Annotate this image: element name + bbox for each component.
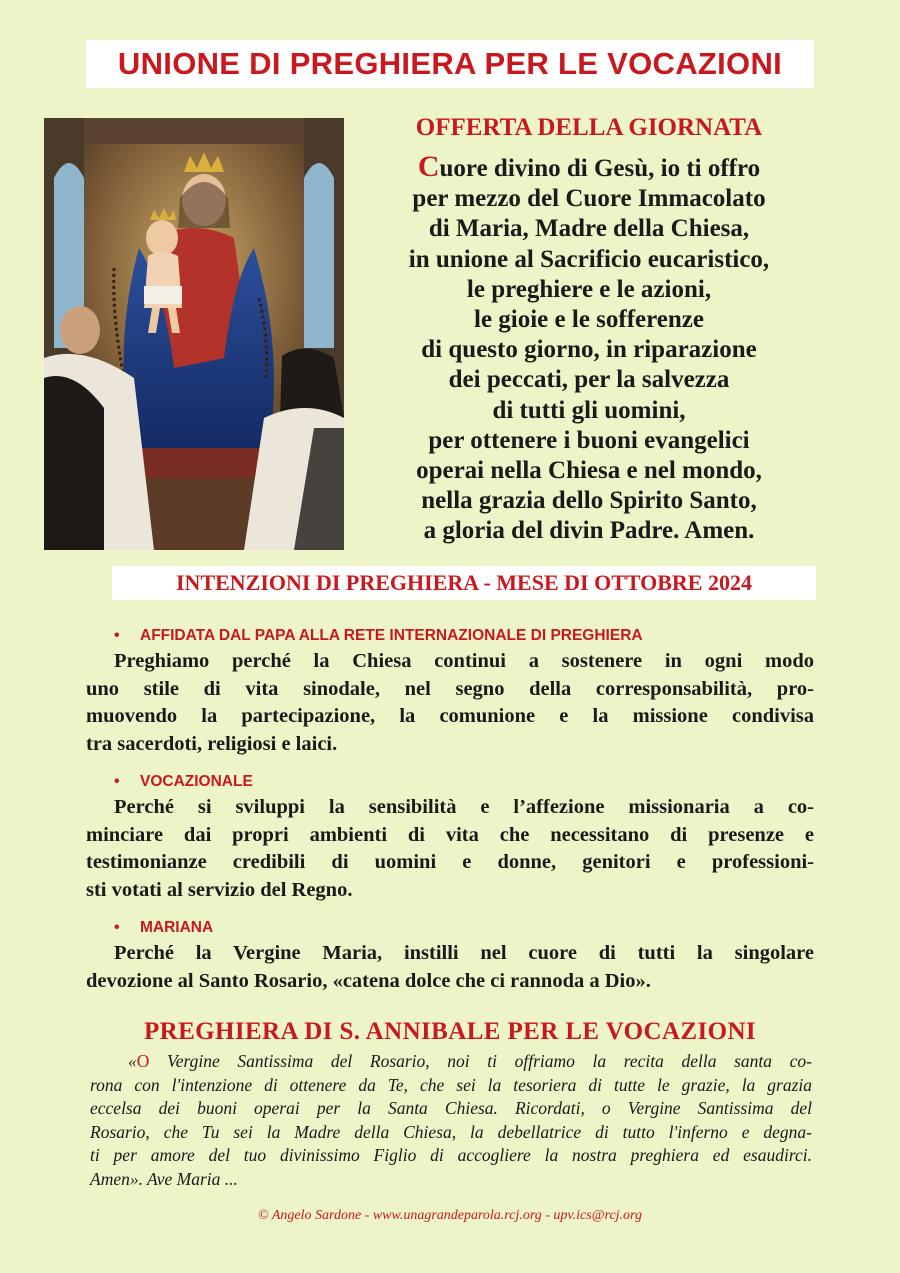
intention-text: Perché la Vergine Maria, instilli nel cuore di tutti la singolare devozione al Santo Rosario, «catena dolce che ci rannoda a Dio».: [86, 942, 814, 992]
offering-line: per ottenere i buoni evangelici: [428, 426, 750, 454]
offering-line: dei peccati, per la salvezza: [448, 366, 730, 394]
offering-line: nella grazia dello Spirito Santo,: [421, 487, 757, 515]
footer-credits: © Angelo Sardone - www.unagrandeparola.rcj.org - upv.ics@rcj.org: [258, 1208, 642, 1223]
annibale-line: «O Vergine Santissima del Rosario, noi ti offriamo la recita della santa co-: [128, 1051, 812, 1071]
intention-vocational: [86, 770, 814, 904]
offering-line: per mezzo del Cuore Immacolato: [412, 185, 766, 213]
offering-prayer: [360, 152, 818, 547]
offering-line: le preghiere e le azioni,: [466, 275, 712, 303]
offering-line: di tutti gli uomini,: [492, 396, 686, 424]
offering-title: OFFERTA DELLA GIORNATA: [415, 114, 763, 141]
offering-dropcap: C: [417, 150, 440, 183]
annibale-dropcap: O: [136, 1051, 150, 1071]
bullet-icon: •: [114, 773, 120, 790]
intention-marian: [86, 916, 814, 995]
intention-heading: • AFFIDATA DAL PAPA ALLA RETE INTERNAZIONALE DI PREGHIERA: [114, 627, 643, 644]
intentions-title-banner: [112, 566, 816, 600]
offering-line: Cuore divino di Gesù, io ti offro: [417, 150, 761, 183]
intention-heading: • MARIANA: [114, 919, 214, 936]
offering-line: operai nella Chiesa e nel mondo,: [416, 457, 762, 485]
annibale-line: Rosario, che Tu sei la Madre della Chiesa, la debellatrice di tutto l'inferno e degna-: [90, 1121, 812, 1142]
offering-line: in unione al Sacrificio eucaristico,: [408, 245, 770, 273]
annibale-line: eccelsa dei buoni operai per la Santa Chiesa. Ricordati, o Vergine Santissima del: [90, 1098, 812, 1118]
offering-line: di Maria, Madre della Chiesa,: [428, 215, 750, 243]
intention-heading: • VOCAZIONALE: [114, 773, 253, 790]
annibale-line: Amen». Ave Maria ...: [90, 1168, 238, 1189]
intentions-title: INTENZIONI DI PREGHIERA - MESE DI OTTOBRE 2024: [176, 570, 752, 595]
offering-line: le gioie e le sofferenze: [474, 306, 704, 334]
bullet-icon: •: [114, 919, 120, 936]
page-title: UNIONE DI PREGHIERA PER LE VOCAZIONI: [117, 46, 783, 81]
offering-line: a gloria del divin Padre. Amen.: [423, 517, 755, 545]
page-title-banner: [86, 40, 814, 88]
annibale-line: rona con l'intenzione di ottenere da Te, che sei la tesoriera di tutte le grazie, la grazia: [90, 1074, 812, 1095]
bullet-icon: •: [114, 627, 120, 644]
intention-pope: [86, 624, 814, 758]
annibale-line: ti per amore del tuo divinissimo Figlio di accogliere la nostra preghiera ed esaudirci.: [90, 1145, 812, 1165]
annibale-prayer-title: PREGHIERA DI S. ANNIBALE PER LE VOCAZIONI: [143, 1018, 757, 1045]
intention-text: Preghiamo perché la Chiesa continui a sostenere in ogni modo uno stile di vita sinodale, nel segno della corresponsabilità, pro- muovendo la partecipazione, la comunione e la missione condivisa tra sacerdoti, religiosi e laici.: [86, 650, 814, 755]
offering-line: di questo giorno, in riparazione: [421, 336, 757, 364]
annibale-prayer-text: [90, 1050, 812, 1191]
intention-text: Perché si sviluppi la sensibilità e l’affezione missionaria a co- minciare dai propri ambienti di vita che necessitano di presenze e testimonianze credibili di uomini e donne, genitori e professioni- sti votati al servizio del Regno.: [86, 796, 814, 901]
madonna-rosary-painting: [44, 118, 344, 550]
